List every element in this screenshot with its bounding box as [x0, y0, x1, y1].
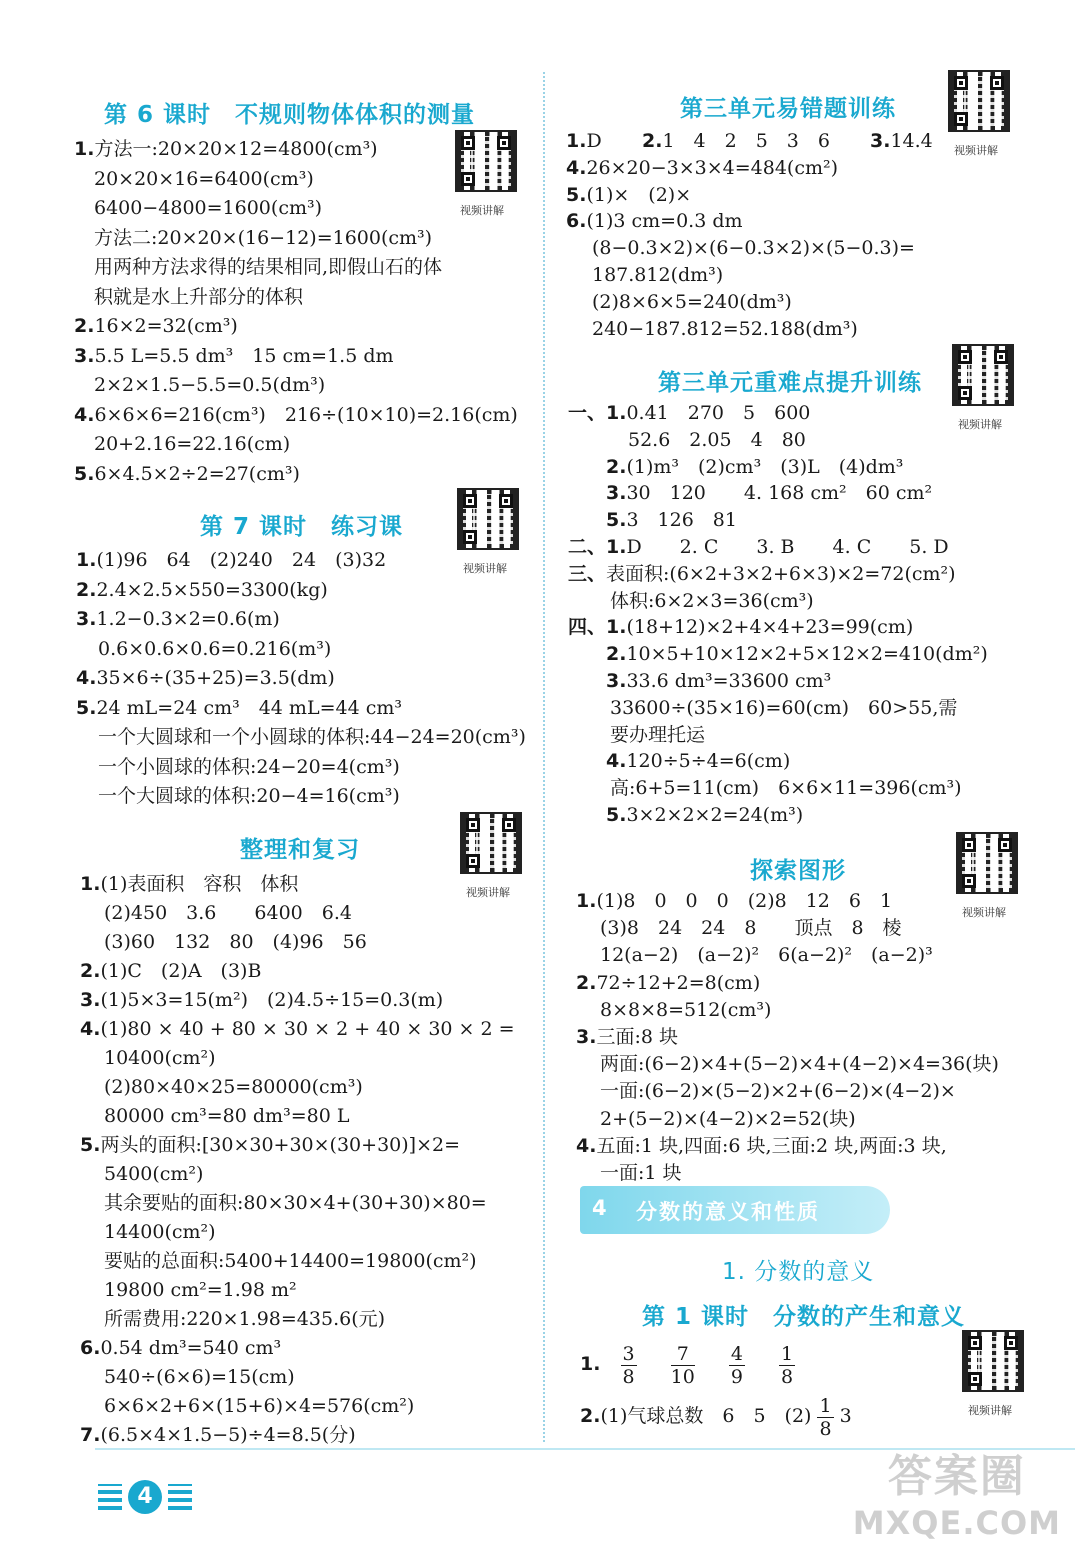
- fraction: $\frac{7}{10}$: [670, 1342, 695, 1388]
- answer-line: 6.0.54 dm³=540 cm³: [80, 1337, 282, 1359]
- qr-eye: [958, 386, 972, 400]
- answer-line: 一、1.0.41 270 5 600: [568, 402, 811, 424]
- qr-code-review[interactable]: [460, 812, 522, 874]
- answer-line: 4.五面:1 块,四面:6 块,三面:2 块,两面:3 块,: [576, 1134, 947, 1157]
- page-decoration: [168, 1484, 192, 1510]
- answer-line: 要办理托运: [610, 723, 706, 746]
- answer-line: 8×8×8=512(cm³): [600, 998, 772, 1021]
- answer-line: 体积:6×2×3=36(cm³): [610, 589, 814, 612]
- answer-line: 5.3×2×2×2=24(m³): [606, 804, 804, 826]
- answer-line: 240−187.812=52.188(dm³): [592, 317, 858, 340]
- answer-line: 19800 cm²=1.98 m²: [104, 1279, 297, 1301]
- chapter-subtitle: 1. 分数的意义: [722, 1259, 875, 1285]
- watermark-site: MXQE.COM: [852, 1504, 1061, 1542]
- qr-caption: 视频讲解: [463, 562, 507, 575]
- fraction: $\frac{4}{9}$: [730, 1342, 743, 1388]
- section-title-unit3-advanced: 第三单元重难点提升训练: [658, 370, 922, 396]
- answer-row: 1.D: [566, 130, 621, 152]
- answer-line: 其余要贴的面积:80×30×4+(30+30)×80=: [104, 1192, 487, 1214]
- qr-eye: [998, 838, 1012, 852]
- qr-eye: [962, 838, 976, 852]
- answer-line: 方法二:20×20×(16−12)=1600(cm³): [94, 226, 433, 249]
- answer-line: 5400(cm²): [104, 1163, 204, 1185]
- answer-line: 12(a−2) (a−2)² 6(a−2)² (a−2)³: [600, 944, 933, 967]
- qr-code-explore-shapes[interactable]: [956, 832, 1018, 894]
- qr-eye: [499, 494, 513, 508]
- answer-line: 5.3 126 81: [606, 509, 737, 532]
- answer-line: 7.(6.5×4×1.5−5)÷4=8.5(分): [80, 1424, 356, 1446]
- answer-line: 一个大圆球的体积:20−4=16(cm³): [98, 785, 400, 807]
- qr-eye: [954, 76, 968, 90]
- qr-eye: [968, 1372, 982, 1386]
- answer-line: 80000 cm³=80 dm³=80 L: [104, 1105, 350, 1127]
- answer-line: 6×6×2+6×(15+6)×4=576(cm²): [104, 1395, 415, 1417]
- qr-eye: [502, 818, 516, 832]
- answer-line: 5.24 mL=24 cm³ 44 mL=44 cm³: [76, 696, 402, 719]
- answer-line: 用两种方法求得的结果相同,即假山石的体: [94, 256, 443, 278]
- answer-line: 14400(cm²): [104, 1221, 216, 1243]
- unit-title: 分数的意义和性质: [636, 1200, 820, 1224]
- qr-code-unit3-errors[interactable]: [948, 70, 1010, 132]
- fraction: $\frac{1}{8}$: [819, 1394, 832, 1440]
- answer-line: 1.(1)96 64 (2)240 24 (3)32: [76, 549, 387, 571]
- answer-line: 540÷(6×6)=15(cm): [104, 1366, 295, 1388]
- qr-caption: 视频讲解: [954, 144, 998, 157]
- answer-line: 四、1.(18+12)×2+4×4+23=99(cm): [568, 616, 914, 639]
- unit-banner: [580, 1186, 890, 1234]
- answer-line: (2)8×6×5=240(dm³): [592, 290, 792, 313]
- watermark: [853, 1440, 1061, 1542]
- qr-eye: [466, 854, 480, 868]
- answer-line: 2.10×5+10×12×2+5×12×2=410(dm²): [606, 643, 988, 666]
- answer-line: 两面:(6−2)×4+(5−2)×4+(4−2)×4=36(块): [600, 1053, 999, 1076]
- section-title-review: 整理和复习: [240, 837, 360, 863]
- answer-line: 20×20×16=6400(cm³): [94, 167, 314, 190]
- fraction-answer-row: 1. $\frac{3}{8}$ $\frac{7}{10}$ $\frac{4}{9}$ $\frac{1}{8}$: [580, 1342, 794, 1388]
- answer-line: 一面:(6−2)×(5−2)×2+(6−2)×(4−2)×: [600, 1080, 956, 1103]
- answer-line: 2+(5−2)×(4−2)×2=52(块): [600, 1107, 856, 1130]
- section-title-unit3-errors: 第三单元易错题训练: [680, 96, 896, 122]
- column-divider: [543, 72, 545, 1442]
- qr-caption: 视频讲解: [962, 906, 1006, 919]
- answer-line: 二、1.D 2. C 3. B 4. C 5. D: [568, 536, 949, 558]
- answer-line: 20+2.16=22.16(cm): [94, 433, 291, 455]
- answer-line: (2)80×40×25=80000(cm³): [104, 1076, 363, 1098]
- qr-eye: [461, 136, 475, 150]
- answer-line: 2.(1)C (2)A (3)B: [80, 960, 262, 982]
- answer-line: 3.1.2−0.3×2=0.6(m): [76, 608, 280, 630]
- answer-line: 4.35×6÷(35+25)=3.5(dm): [76, 667, 335, 689]
- section-title-explore-shapes: 探索图形: [750, 858, 846, 884]
- answer-line: 一面:1 块: [600, 1162, 682, 1184]
- answer-line: 3.33.6 dm³=33600 cm³: [606, 670, 832, 692]
- answer-line: 6.(1)3 cm=0.3 dm: [566, 210, 743, 233]
- answer-line: 4.26×20−3×3×4=484(cm²): [566, 156, 839, 179]
- answer-line: 一个小圆球的体积:24−20=4(cm³): [98, 755, 400, 778]
- qr-eye: [954, 112, 968, 126]
- section-title-lesson7: 第 7 课时 练习课: [200, 514, 404, 540]
- qr-eye: [990, 76, 1004, 90]
- answer-line: 2.72÷12+2=8(cm): [576, 971, 761, 994]
- answer-line: 3.5.5 L=5.5 dm³ 15 cm=1.5 dm: [74, 344, 394, 367]
- qr-caption: 视频讲解: [968, 1404, 1012, 1417]
- answer-line: 33600÷(35×16)=60(cm) 60>55,需: [610, 696, 958, 719]
- answer-line: 一个大圆球和一个小圆球的体积:44−24=20(cm³): [98, 726, 526, 748]
- answer-line: 4.(1)80 × 40 + 80 × 30 × 2 + 40 × 30 × 2 =: [80, 1018, 515, 1040]
- qr-eye: [1004, 1336, 1018, 1350]
- answer-line: 5.6×4.5×2÷2=27(cm³): [74, 462, 300, 485]
- answer-line: 5.两头的面积:[30×30+30×(30+30)]×2=: [80, 1134, 460, 1156]
- qr-eye: [463, 530, 477, 544]
- qr-eye: [958, 350, 972, 364]
- answer-line: 所需费用:220×1.98=435.6(元): [104, 1308, 386, 1330]
- answer-line: 10400(cm²): [104, 1047, 216, 1069]
- qr-caption: 视频讲解: [466, 886, 510, 899]
- answer-line: 3.30 120 4. 168 cm² 60 cm²: [606, 482, 933, 505]
- answer-line: 4.120÷5÷4=6(cm): [606, 750, 791, 773]
- answer-line: 积就是水上升部分的体积: [94, 285, 304, 308]
- answer-line: 1.(1)表面积 容积 体积: [80, 873, 299, 895]
- section-title-lesson6: 第 6 课时 不规则物体体积的测量: [104, 102, 476, 128]
- answer-line: 3.三面:8 块: [576, 1026, 678, 1048]
- answer-line: 高:6+5=11(cm) 6×6×11=396(cm³): [610, 777, 962, 800]
- qr-eye: [962, 874, 976, 888]
- qr-code-lesson1[interactable]: [962, 1330, 1024, 1392]
- answer-line: 4.6×6×6=216(cm³) 216÷(10×10)=2.16(cm): [74, 403, 518, 426]
- watermark-logo-text: 答案圈: [887, 1451, 1026, 1502]
- answer-line: 0.6×0.6×0.6=0.216(m³): [98, 637, 332, 660]
- qr-eye: [968, 1336, 982, 1350]
- answer-line: 52.6 2.05 4 80: [628, 428, 806, 451]
- fraction: $\frac{3}{8}$: [622, 1342, 635, 1388]
- answer-line: 2.(1)m³ (2)cm³ (3)L (4)dm³: [606, 455, 904, 478]
- fraction-answer-row: 2.(1)气球总数 6 5 (2) $\frac{1}{8}$ 3: [580, 1394, 852, 1440]
- answer-row: 3.14.4: [870, 130, 933, 152]
- answer-line: 5.(1)× (2)×: [566, 183, 692, 206]
- unit-number: 4: [592, 1196, 607, 1220]
- answer-line: 2.2.4×2.5×550=3300(kg): [76, 578, 328, 601]
- qr-code-lesson7[interactable]: [457, 488, 519, 550]
- fraction: $\frac{1}{8}$: [781, 1342, 794, 1388]
- answer-line: (2)450 3.6 6400 6.4: [104, 902, 352, 924]
- qr-eye: [497, 136, 511, 150]
- qr-caption: 视频讲解: [958, 418, 1002, 431]
- answer-line: 2.16×2=32(cm³): [74, 315, 238, 337]
- answer-line: 6400−4800=1600(cm³): [94, 197, 322, 219]
- qr-eye: [994, 350, 1008, 364]
- answer-line: 要贴的总面积:5400+14400=19800(cm²): [104, 1250, 477, 1272]
- qr-code-lesson6[interactable]: [455, 130, 517, 192]
- page-number: 4: [128, 1480, 162, 1514]
- answer-line: (3)8 24 24 8 顶点 8 棱: [600, 917, 902, 940]
- answer-line: 2×2×1.5−5.5=0.5(dm³): [94, 374, 326, 396]
- qr-eye: [463, 494, 477, 508]
- section-title-lesson1: 第 1 课时 分数的产生和意义: [642, 1304, 966, 1330]
- answer-line: (3)60 132 80 (4)96 56: [104, 931, 367, 953]
- answer-line: 1.(1)8 0 0 0 (2)8 12 6 1: [576, 890, 893, 912]
- qr-caption: 视频讲解: [460, 204, 504, 217]
- answer-line: 三、表面积:(6×2+3×2+6×3)×2=72(cm²): [568, 562, 956, 585]
- qr-code-unit3-advanced[interactable]: [952, 344, 1014, 406]
- answer-line: 187.812(dm³): [592, 264, 724, 286]
- page-decoration: [98, 1484, 122, 1510]
- answer-row: 2.1 4 2 5 3 6: [642, 130, 830, 152]
- answer-line: 1.方法一:20×20×12=4800(cm³): [74, 138, 378, 160]
- answer-line: 3.(1)5×3=15(m²) (2)4.5÷15=0.3(m): [80, 989, 444, 1011]
- qr-eye: [461, 172, 475, 186]
- qr-eye: [466, 818, 480, 832]
- answer-line: (8−0.3×2)×(6−0.3×2)×(5−0.3)=: [592, 237, 915, 260]
